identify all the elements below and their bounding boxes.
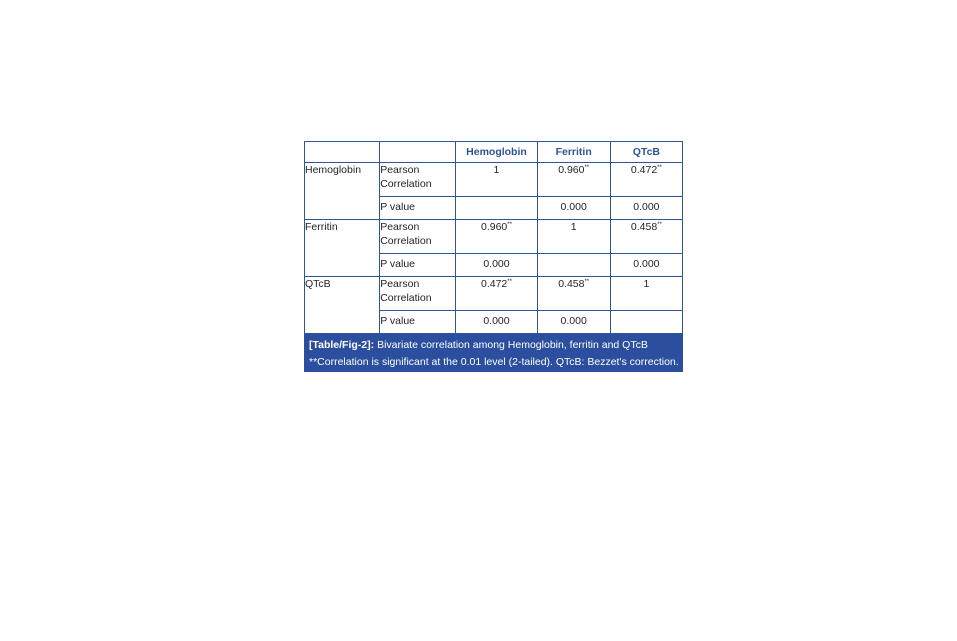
p-value: 0.000 [537, 197, 610, 220]
correlation-figure [304, 141, 683, 372]
p-value [537, 254, 610, 277]
p-value: 0.000 [610, 254, 682, 277]
table-header-row [305, 142, 683, 163]
stat-label-line: Correlation [380, 178, 432, 190]
significance-marker: ** [507, 222, 512, 228]
stat-label-pvalue: P value [380, 197, 456, 220]
stat-label-line: Pearson [380, 221, 420, 233]
row-variable-label: Hemoglobin [305, 163, 380, 220]
header-cell-variable [305, 142, 380, 163]
correlation-value [537, 163, 610, 197]
significance-marker: ** [657, 222, 662, 228]
table-row [305, 220, 683, 254]
significance-marker: ** [657, 165, 662, 171]
stat-label-line: Correlation [380, 292, 432, 304]
stat-label-line: Pearson [380, 164, 420, 176]
value-text: 0.960 [481, 221, 508, 233]
value-text: 0.960 [558, 164, 585, 176]
table-row [305, 163, 683, 197]
correlation-value [537, 277, 610, 311]
correlation-table [304, 141, 683, 334]
p-value: 0.000 [537, 311, 610, 334]
value-text: 1 [493, 164, 500, 176]
stat-label-line: Correlation [380, 235, 432, 247]
value-text: 1 [570, 221, 577, 233]
stat-label-line: Pearson [380, 278, 420, 290]
correlation-value [456, 163, 537, 197]
caption-tag: [Table/Fig-2]: [309, 339, 375, 351]
table-row [305, 277, 683, 311]
caption-title-line [309, 338, 679, 352]
stat-label-pvalue: P value [380, 311, 456, 334]
value-text: 0.472 [481, 278, 508, 290]
value-text: 0.458 [558, 278, 585, 290]
row-variable-label: Ferritin [305, 220, 380, 277]
header-cell-statistic [380, 142, 456, 163]
stat-label-pearson [380, 220, 456, 254]
header-cell-qtcb: QTcB [610, 142, 682, 163]
table-caption [304, 334, 683, 372]
header-cell-ferritin: Ferritin [537, 142, 610, 163]
p-value: 0.000 [456, 311, 537, 334]
significance-marker: ** [584, 279, 590, 285]
correlation-value [610, 220, 682, 254]
caption-title: Bivariate correlation among Hemoglobin, ferritin and QTcB [377, 339, 648, 351]
correlation-value [610, 277, 682, 311]
header-cell-hemoglobin: Hemoglobin [456, 142, 537, 163]
correlation-value [456, 220, 537, 254]
significance-marker: ** [507, 279, 512, 285]
value-text: 0.472 [630, 164, 658, 176]
stat-label-pearson [380, 163, 456, 197]
p-value [610, 311, 682, 334]
stat-label-pearson [380, 277, 456, 311]
correlation-value [610, 163, 682, 197]
significance-marker: ** [584, 165, 590, 171]
row-variable-label: QTcB [305, 277, 380, 334]
value-text: 0.458 [630, 221, 658, 233]
stat-label-pvalue: P value [380, 254, 456, 277]
value-text: 1 [643, 278, 650, 290]
caption-footnote: **Correlation is significant at the 0.01 level (2-tailed). QTcB: Bezzet's correction. [309, 356, 679, 368]
p-value: 0.000 [610, 197, 682, 220]
p-value [456, 197, 537, 220]
correlation-value [537, 220, 610, 254]
p-value: 0.000 [456, 254, 537, 277]
correlation-value [456, 277, 537, 311]
